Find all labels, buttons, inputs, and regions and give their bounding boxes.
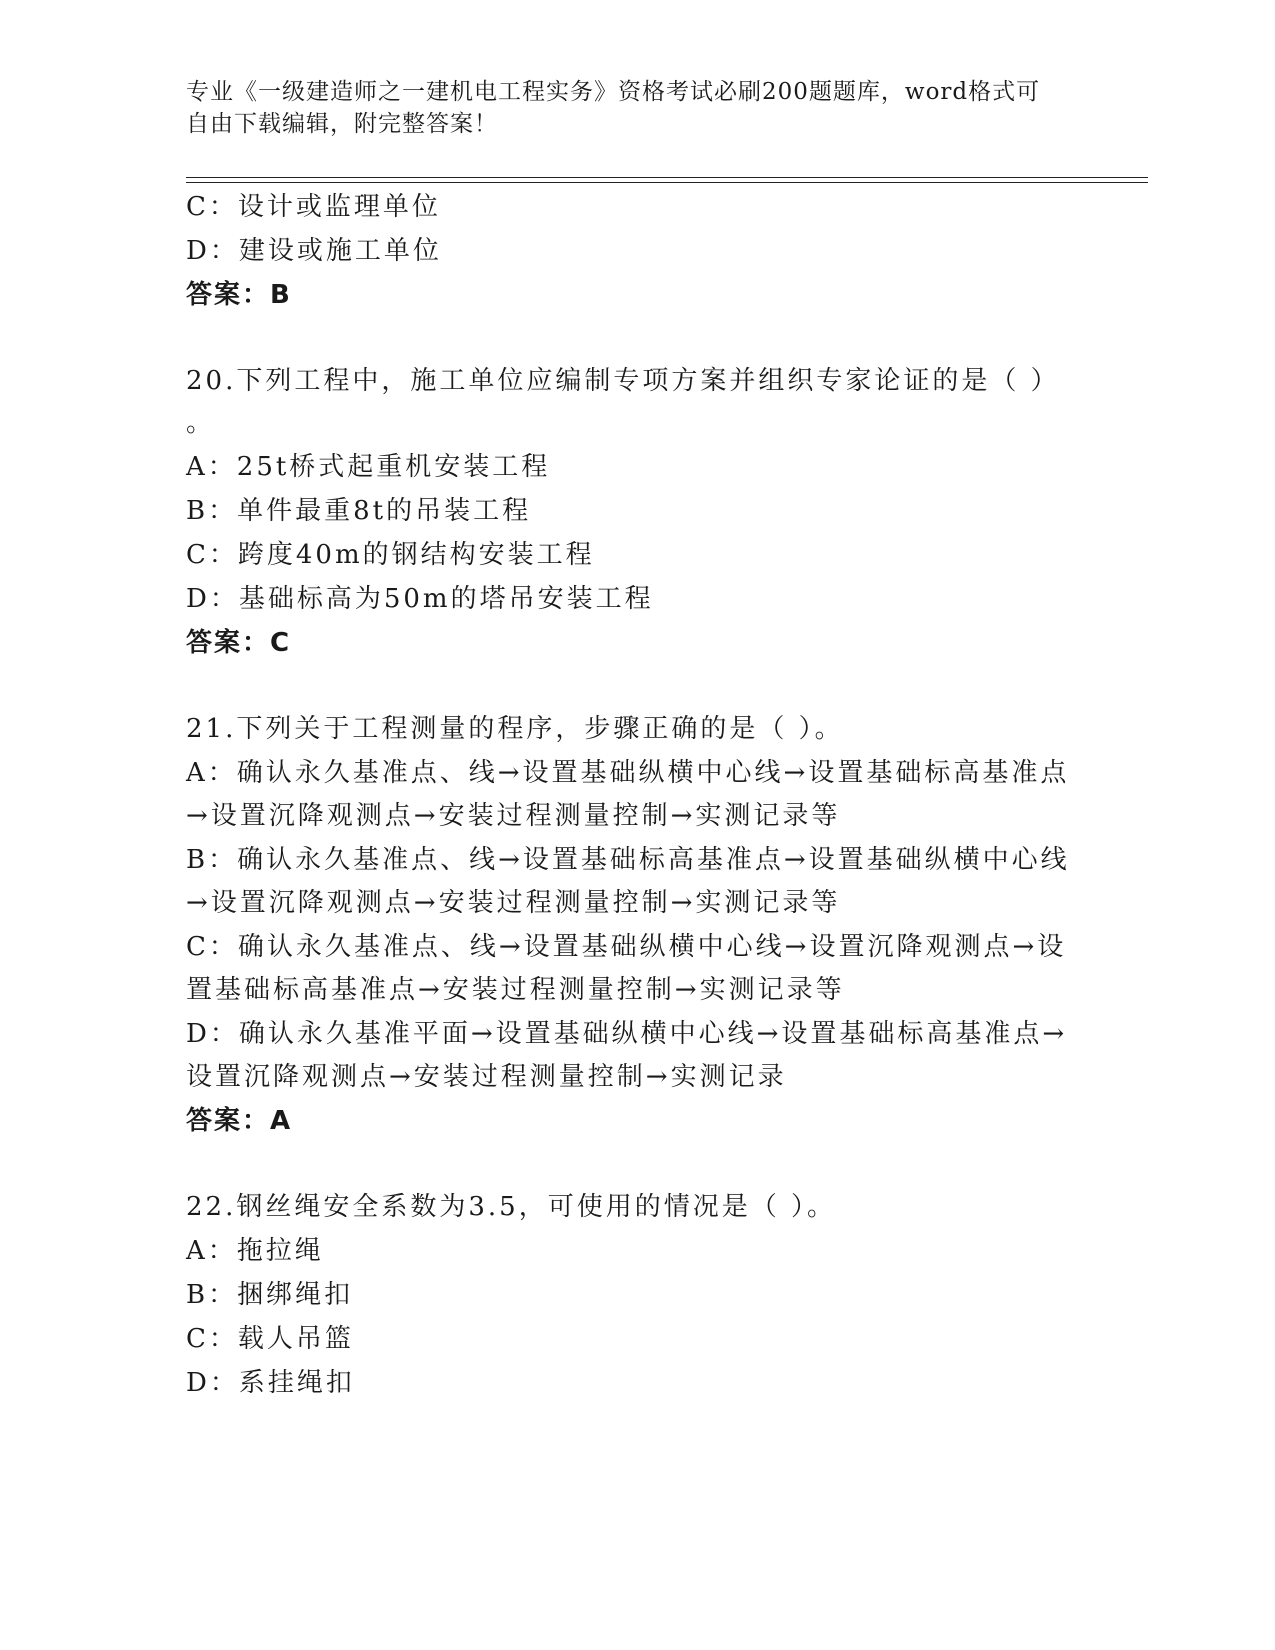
- page-header: [186, 76, 1066, 140]
- header-title-line-1: 专业《一级建造师之一建机电工程实务》资格考试必刷200题题库，word格式可: [186, 79, 1041, 105]
- q21-option-b-line-1: B：确认永久基准点、线→设置基础标高基准点→设置基础纵横中心线: [186, 845, 1070, 875]
- header-divider-top: [186, 177, 1148, 178]
- header-title-line-2: 自由下载编辑，附完整答案！: [186, 111, 498, 137]
- q20-option-a: A：25t桥式起重机安装工程: [186, 452, 551, 482]
- q20-stem: 20.下列工程中，施工单位应编制专项方案并组织专家论证的是（ ）: [186, 366, 1060, 396]
- q20-option-b: B：单件最重8t的吊装工程: [186, 496, 532, 526]
- q19-option-c: C：设计或监理单位: [186, 192, 441, 222]
- q20-answer: 答案：C: [186, 628, 292, 658]
- q21-option-c-line-1: C：确认永久基准点、线→设置基础纵横中心线→设置沉降观测点→设: [186, 932, 1067, 962]
- q22-option-b: B：捆绑绳扣: [186, 1280, 354, 1310]
- q22-option-d: D：系挂绳扣: [186, 1368, 355, 1398]
- q20-stem-continued: 。: [186, 408, 216, 438]
- q20-option-d: D：基础标高为50m的塔吊安装工程: [186, 584, 654, 614]
- q21-option-d-line-2: 设置沉降观测点→安装过程测量控制→实测记录: [186, 1062, 787, 1092]
- q21-option-a-line-2: →设置沉降观测点→安装过程测量控制→实测记录等: [186, 801, 841, 831]
- header-divider-bottom: [186, 182, 1148, 183]
- q21-option-a-line-1: A：确认永久基准点、线→设置基础纵横中心线→设置基础标高基准点: [186, 758, 1070, 788]
- q22-option-c: C：载人吊篮: [186, 1324, 354, 1354]
- q21-option-c-line-2: 置基础标高基准点→安装过程测量控制→实测记录等: [186, 975, 845, 1005]
- q21-answer: 答案：A: [186, 1106, 293, 1136]
- q21-option-b-line-2: →设置沉降观测点→安装过程测量控制→实测记录等: [186, 888, 841, 918]
- q21-option-d-line-1: D：确认永久基准平面→设置基础纵横中心线→设置基础标高基准点→: [186, 1019, 1068, 1049]
- q20-option-c: C：跨度40m的钢结构安装工程: [186, 540, 595, 570]
- q21-stem: 21.下列关于工程测量的程序，步骤正确的是（ ）。: [186, 714, 844, 744]
- q22-option-a: A：拖拉绳: [186, 1236, 324, 1266]
- q19-option-d: D：建设或施工单位: [186, 236, 442, 266]
- q22-stem: 22.钢丝绳安全系数为3.5，可使用的情况是（ ）。: [186, 1192, 836, 1222]
- q19-answer: 答案：B: [186, 280, 292, 310]
